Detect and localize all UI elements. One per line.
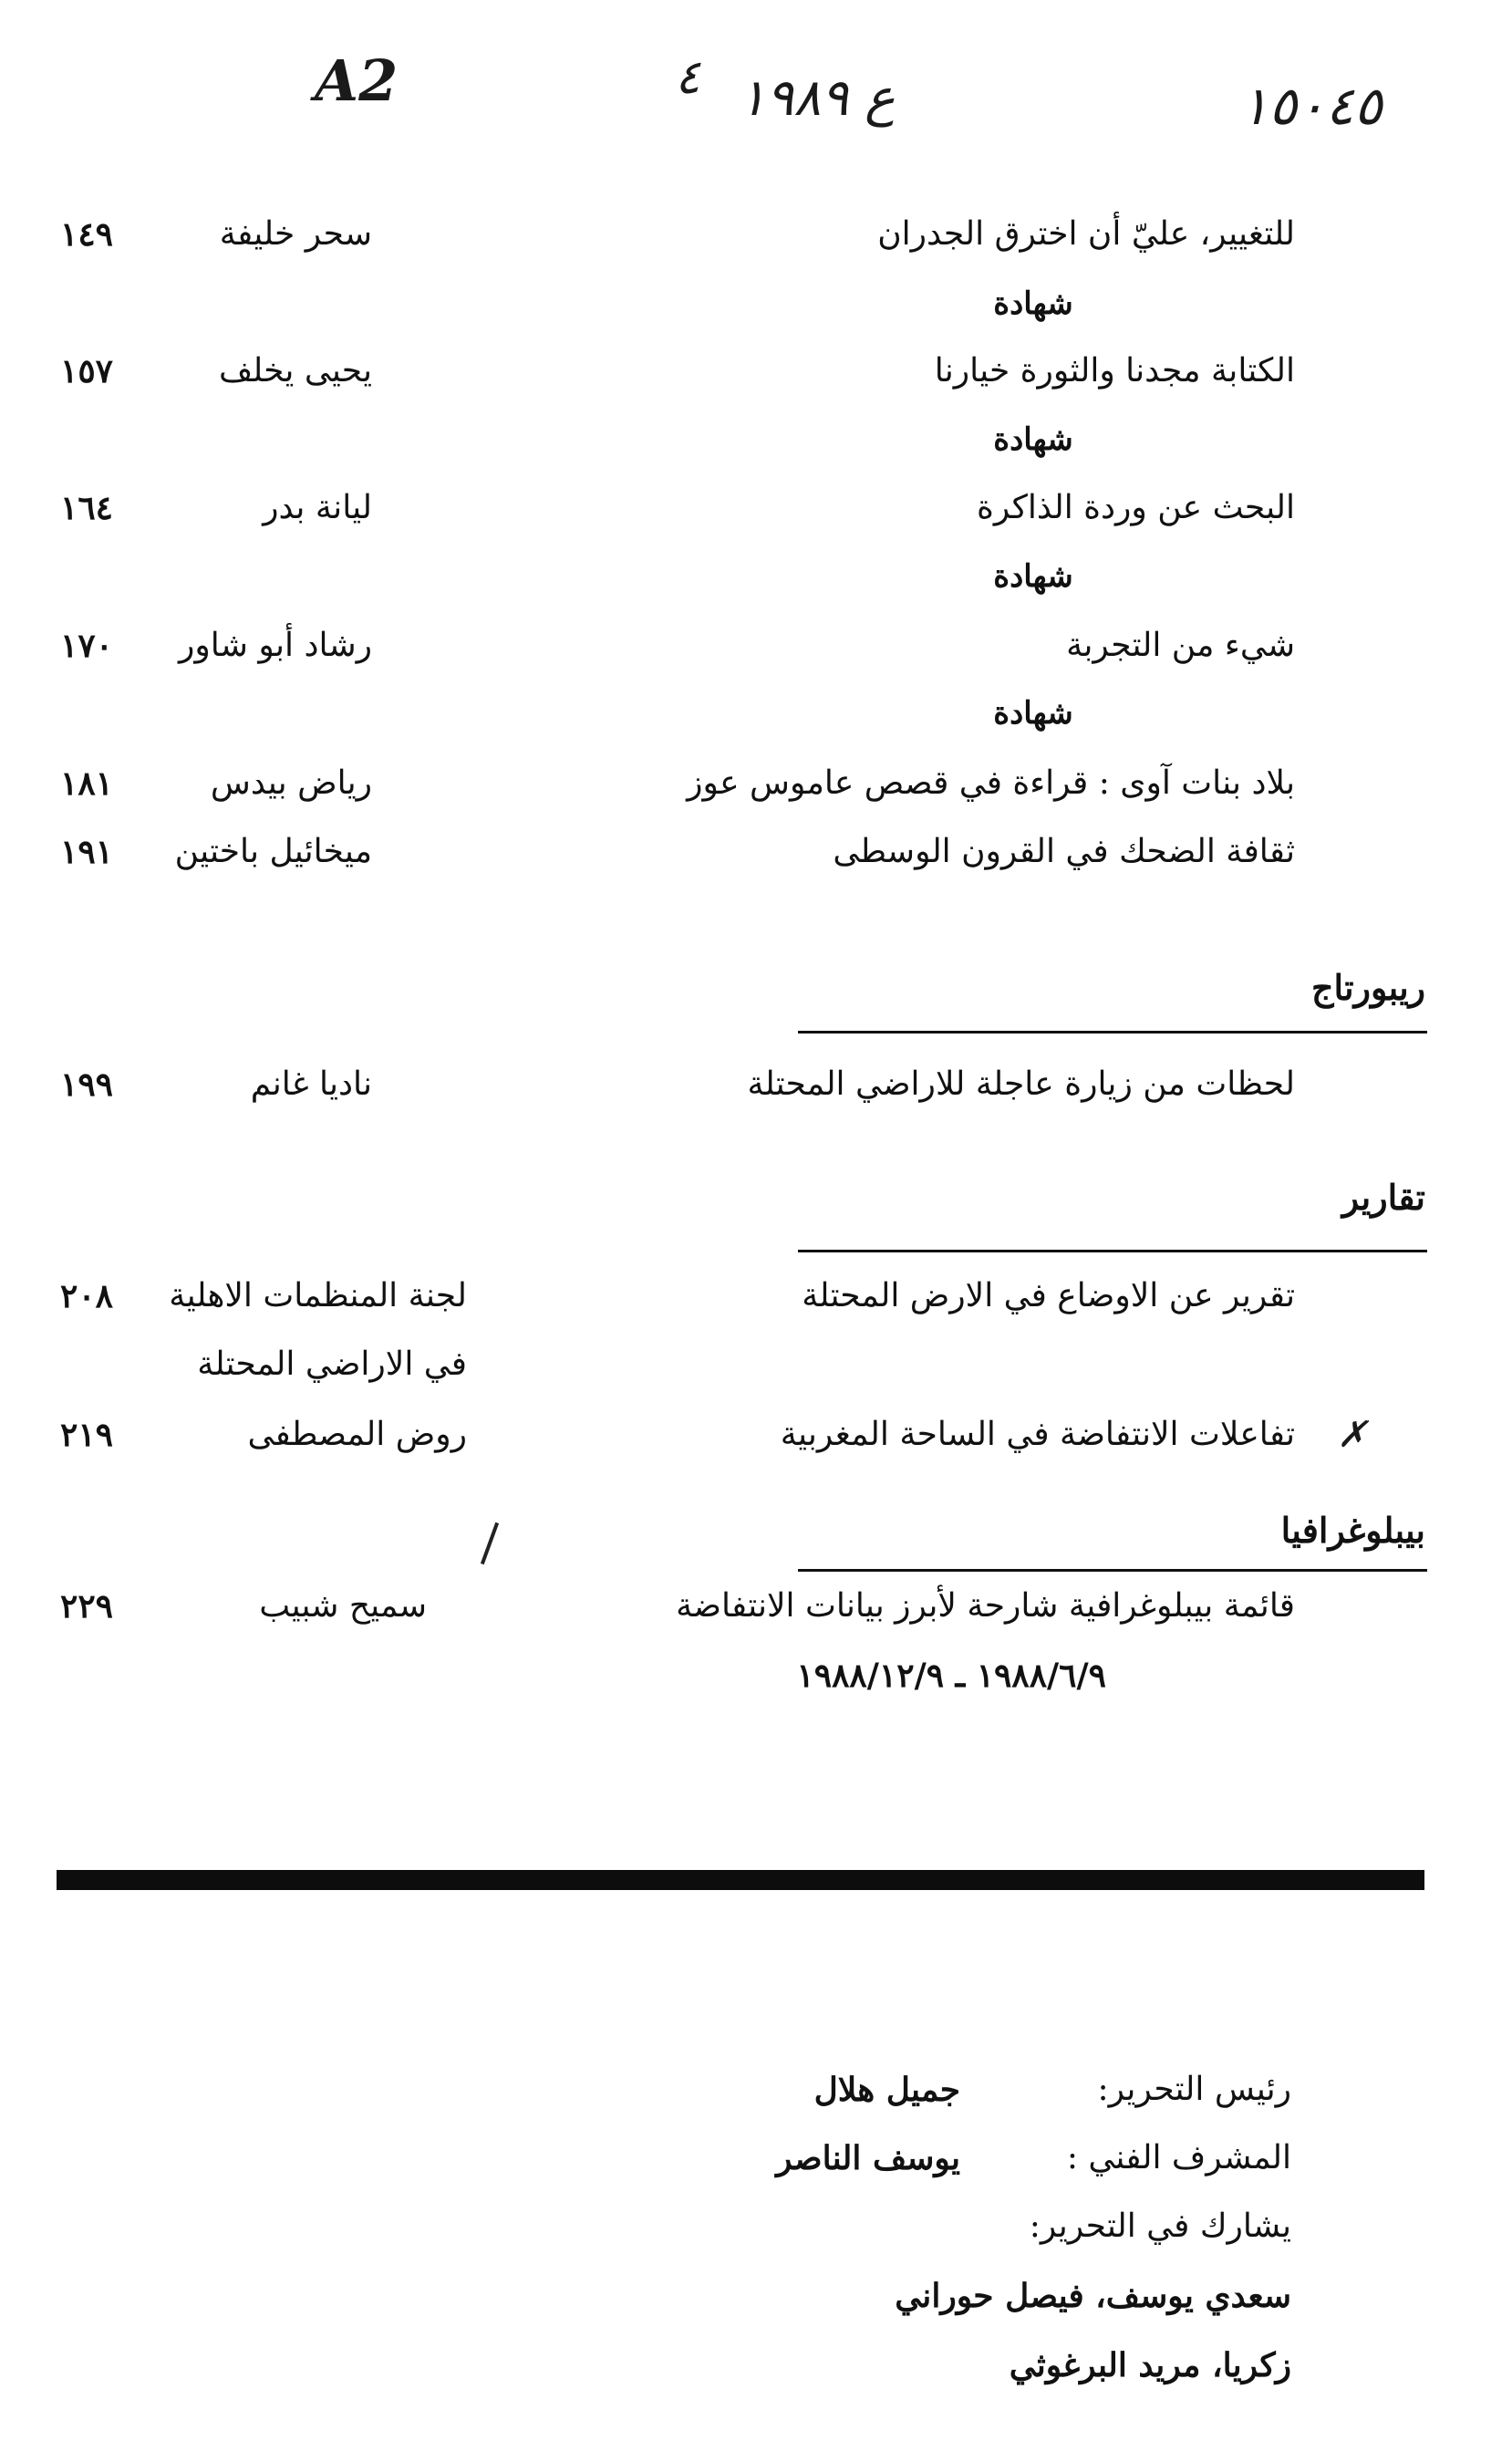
entry-title: تفاعلات الانتفاضة في الساحة المغربية	[780, 1416, 1295, 1453]
entry-page: ٢٠٨	[60, 1277, 114, 1315]
entry-author: روض المصطفى	[247, 1416, 467, 1453]
entry-author: لجنة المنظمات الاهلية	[169, 1277, 467, 1314]
entry-page: ١٥٧	[60, 352, 114, 390]
entry-title: لحظات من زيارة عاجلة للاراضي المحتلة	[747, 1065, 1295, 1103]
art-director-name: يوسف الناصر	[776, 2139, 960, 2177]
entry-author: رياض بيدس	[210, 764, 372, 802]
handwritten-code: A2	[315, 47, 399, 114]
entry-page: ١٩٩	[60, 1065, 114, 1104]
contributors-label: يشارك في التحرير:	[1029, 2207, 1291, 2245]
entry-title: البحث عن وردة الذاكرة	[976, 489, 1295, 526]
contributors-line: زكريا، مريد البرغوثي	[1009, 2346, 1291, 2384]
entry-title: الكتابة مجدنا والثورة خيارنا	[934, 352, 1295, 390]
section-rule	[798, 1250, 1427, 1252]
entry-subtitle: شهادة	[993, 695, 1073, 732]
entry-author: رشاد أبو شاور	[179, 627, 372, 664]
editor-label: رئيس التحرير:	[1097, 2071, 1291, 2108]
section-heading-bibliography: بيبلوغرافيا	[1280, 1510, 1425, 1551]
entry-title: للتغيير، عليّ أن اخترق الجدران	[877, 215, 1295, 253]
section-heading-reports: تقارير	[1341, 1177, 1425, 1218]
thick-divider	[57, 1870, 1424, 1890]
entry-page: ١٧٠	[60, 627, 114, 665]
pen-stroke	[481, 1522, 499, 1564]
entry-title: قائمة بيبلوغرافية شارحة لأبرز بيانات الانتفاضة	[676, 1587, 1295, 1625]
entry-page: ١٤٩	[60, 215, 114, 254]
section-heading-reportage: ريبورتاج	[1310, 967, 1425, 1008]
entry-author: سميح شبيب	[259, 1587, 427, 1625]
art-director-label: المشرف الفني :	[1066, 2139, 1291, 2176]
entry-page: ١٦٤	[60, 489, 114, 527]
contributors-line: سعدي يوسف، فيصل حوراني	[895, 2277, 1291, 2315]
entry-author: سحر خليفة	[219, 215, 372, 253]
handwritten-number: ١٥٠٤٥	[1240, 75, 1383, 137]
entry-page: ٢١٩	[60, 1416, 114, 1454]
handwritten-mark: ٤	[675, 50, 700, 105]
entry-page: ٢٢٩	[60, 1587, 114, 1626]
handwritten-check: ✗	[1337, 1414, 1368, 1456]
entry-subtitle: شهادة	[993, 558, 1073, 595]
entry-author: يحيى يخلف	[218, 352, 372, 390]
entry-subtitle: شهادة	[993, 286, 1073, 322]
handwritten-date: ع ١٩٨٩	[739, 68, 896, 128]
entry-page: ١٩١	[60, 833, 114, 871]
entry-title: بلاد بنات آوى : قراءة في قصص عاموس عوز	[687, 764, 1295, 802]
entry-title-dates: ١٩٨٨/٦/٩ ـ ١٩٨٨/١٢/٩	[796, 1657, 1106, 1695]
entry-title: تقرير عن الاوضاع في الارض المحتلة	[802, 1277, 1295, 1314]
section-rule	[798, 1031, 1427, 1034]
entry-author: ميخائيل باختين	[174, 833, 372, 870]
entry-author: ليانة بدر	[263, 489, 372, 526]
entry-page: ١٨١	[60, 764, 114, 803]
entry-title: شيء من التجربة	[1066, 627, 1295, 664]
entry-subtitle: شهادة	[993, 421, 1073, 458]
entry-author: في الاراضي المحتلة	[197, 1345, 467, 1383]
editor-name: جميل هلال	[813, 2071, 960, 2109]
entry-author: ناديا غانم	[250, 1065, 372, 1103]
section-rule	[798, 1569, 1427, 1572]
entry-title: ثقافة الضحك في القرون الوسطى	[833, 833, 1295, 870]
